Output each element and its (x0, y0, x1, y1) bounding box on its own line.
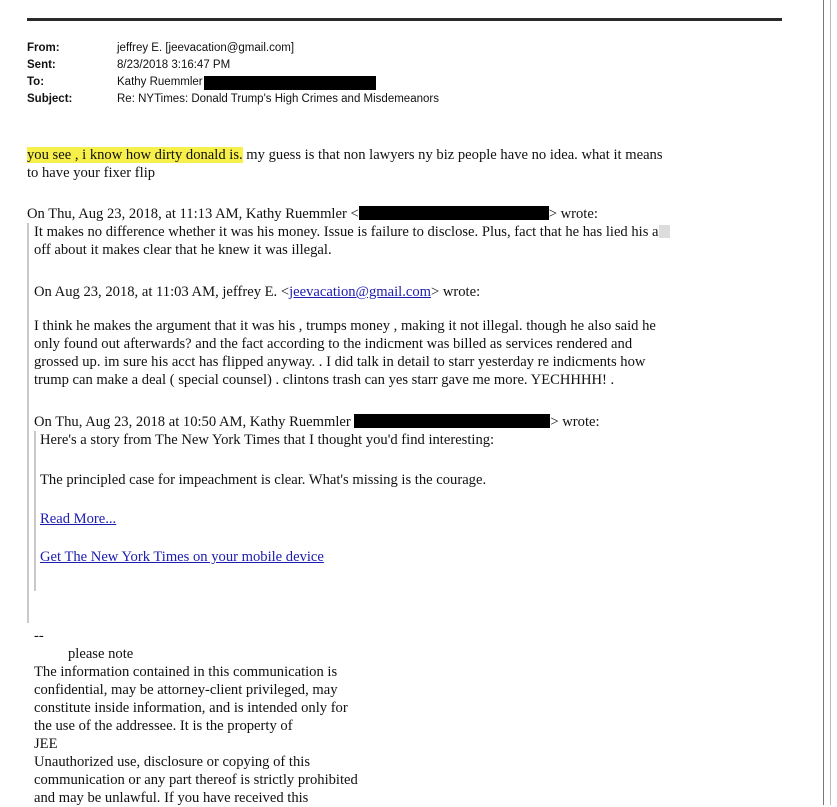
top-rule (27, 18, 782, 21)
subject-value: Re: NYTimes: Donald Trump's High Crimes and Misdemeanors (117, 93, 439, 105)
signature-line-8: and may be unlawful. If you have received this (34, 790, 309, 806)
signature-line-3: constitute inside information, and is intended only for (34, 700, 348, 716)
sent-label: Sent: (27, 59, 56, 71)
reply-line-1-rest: my guess is that non lawyers ny biz people have no idea. what it means (242, 147, 663, 163)
to-label: To: (27, 76, 45, 88)
subject-row (27, 91, 439, 108)
read-more-link[interactable]: Read More... (40, 511, 117, 527)
quote2-header-prefix: On Aug 23, 2018, at 11:03 AM, jeffrey E. < (34, 284, 290, 300)
quote-bar (27, 223, 29, 623)
redaction-bar (359, 206, 549, 220)
page-edge-outer (830, 0, 831, 805)
quote1-line-1-text: It makes no difference whether it was his money. Issue is failure to disclose. Plus, fact that he has lied his a (34, 224, 659, 240)
quote3-header-suffix: > wrote: (550, 414, 600, 430)
quote3-header (34, 413, 600, 431)
signature-please-note: please note (68, 646, 134, 662)
quote3-header-prefix: On Thu, Aug 23, 2018 at 10:50 AM, Kathy Ruemmler (34, 414, 355, 430)
to-row (27, 74, 439, 91)
email-link[interactable]: jeevacation@gmail.com (289, 284, 431, 300)
quote2-line-3: grossed up. im sure his acct has flipped anyway. . I did talk in detail to starr yesterday re indicments how (34, 354, 646, 370)
signature-line-6: Unauthorized use, disclosure or copying of this (34, 754, 311, 770)
quote2-line-1: I think he makes the argument that it was his , trumps money , making it not illegal. though he also said he (34, 318, 656, 334)
quote2-header-suffix: > wrote: (430, 284, 481, 300)
quote2-line-2: only found out afterwards? and the fact according to the indicment was billed as services rendered and (34, 336, 633, 352)
signature-line-1: The information contained in this communication is (34, 664, 338, 680)
mobile-device-link[interactable]: Get The New York Times on your mobile device (40, 549, 324, 565)
quote1-header-suffix: > wrote: (548, 206, 598, 222)
signature-dashes: -- (34, 628, 44, 644)
quote1-line-2: off about it makes clear that he knew it was illegal. (34, 242, 332, 258)
signature-line-2: confidential, may be attorney-client privileged, may (34, 682, 338, 698)
signature-line-5: JEE (34, 736, 58, 752)
from-label: From: (27, 42, 60, 54)
quote3-intro: Here's a story from The New York Times that I thought you'd find interesting: (40, 432, 495, 448)
to-value-wrap (117, 74, 376, 91)
quote1-header-prefix: On Thu, Aug 23, 2018, at 11:13 AM, Kathy Ruemmler < (27, 206, 359, 222)
email-header (27, 40, 439, 108)
from-row (27, 40, 439, 57)
subject-label: Subject: (27, 93, 73, 105)
quote1-line-1 (34, 223, 670, 241)
sent-row (27, 57, 439, 74)
quote-bar-inner (34, 431, 36, 591)
from-value: jeffrey E. [jeevacation@gmail.com] (117, 42, 295, 54)
sent-value: 8/23/2018 3:16:47 PM (117, 59, 231, 71)
quote2-header (34, 283, 480, 301)
redaction-bar (354, 414, 550, 428)
quote1-header (27, 205, 598, 223)
page-edge (823, 0, 824, 805)
reply-line-2: to have your fixer flip (27, 165, 156, 181)
signature-line-4: the use of the addressee. It is the property of (34, 718, 293, 734)
highlighted-text: you see , i know how dirty donald is. (27, 147, 243, 163)
to-value: Kathy Ruemmler (117, 76, 203, 88)
redaction-box (659, 225, 670, 238)
quote3-story: The principled case for impeachment is clear. What's missing is the courage. (40, 472, 487, 488)
reply-line-1 (27, 146, 663, 164)
quote2-line-4: trump can make a deal ( special counsel) . clintons trash can yes starr gave me more. YECHHHH! . (34, 372, 615, 388)
redaction-bar (204, 76, 376, 90)
signature-line-7: communication or any part thereof is strictly prohibited (34, 772, 358, 788)
